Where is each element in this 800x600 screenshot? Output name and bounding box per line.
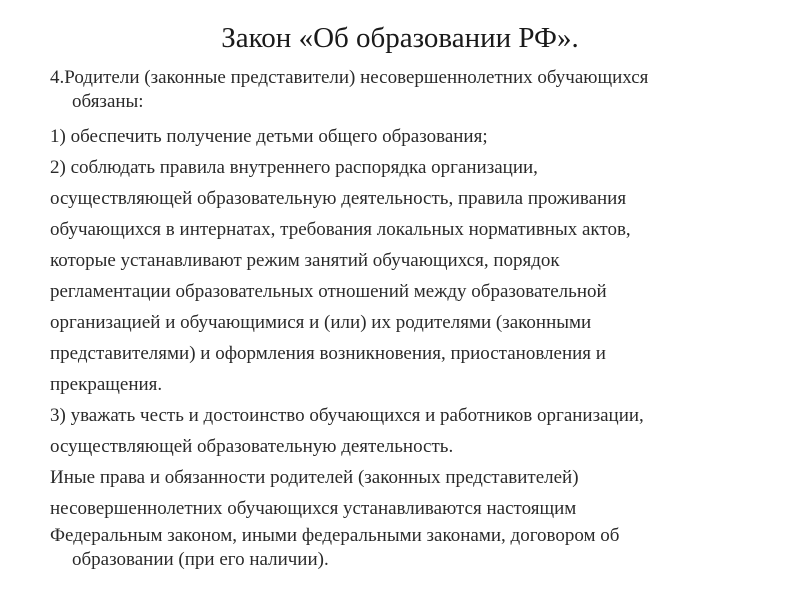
text-line: осуществляющей образовательную деятельность, правила проживания xyxy=(50,188,627,209)
text-line: Иные права и обязанности родителей (законных представителей) xyxy=(50,467,579,488)
text-line: 3) уважать честь и достоинство обучающихся и работников организации, xyxy=(50,405,644,426)
slide-body xyxy=(50,66,770,572)
text-line: осуществляющей образовательную деятельность. xyxy=(50,436,454,457)
text-line: 2) соблюдать правила внутреннего распорядка организации, xyxy=(50,157,538,178)
text-line: образовании (при его наличии). xyxy=(72,549,329,570)
text-line: регламентации образовательных отношений между образовательной xyxy=(50,281,607,302)
text-line: прекращения. xyxy=(50,374,163,395)
text-line: 4.Родители (законные представители) несовершеннолетних обучающихся xyxy=(50,67,649,88)
text-line: обучающихся в интернатах, требования локальных нормативных актов, xyxy=(50,219,631,240)
text-line: обязаны: xyxy=(72,91,144,112)
text-line: несовершеннолетних обучающихся устанавливаются настоящим xyxy=(50,498,577,519)
text-line: которые устанавливают режим занятий обучающихся, порядок xyxy=(50,250,560,271)
slide-title: Закон «Об образовании РФ». xyxy=(221,22,579,54)
text-line: Федеральным законом, иными федеральными законами, договором об xyxy=(50,525,620,546)
text-line: организацией и обучающимися и (или) их родителями (законными xyxy=(50,312,592,333)
text-line: представителями) и оформления возникновения, приостановления и xyxy=(50,343,606,364)
text-line: 1) обеспечить получение детьми общего образования; xyxy=(50,126,488,147)
